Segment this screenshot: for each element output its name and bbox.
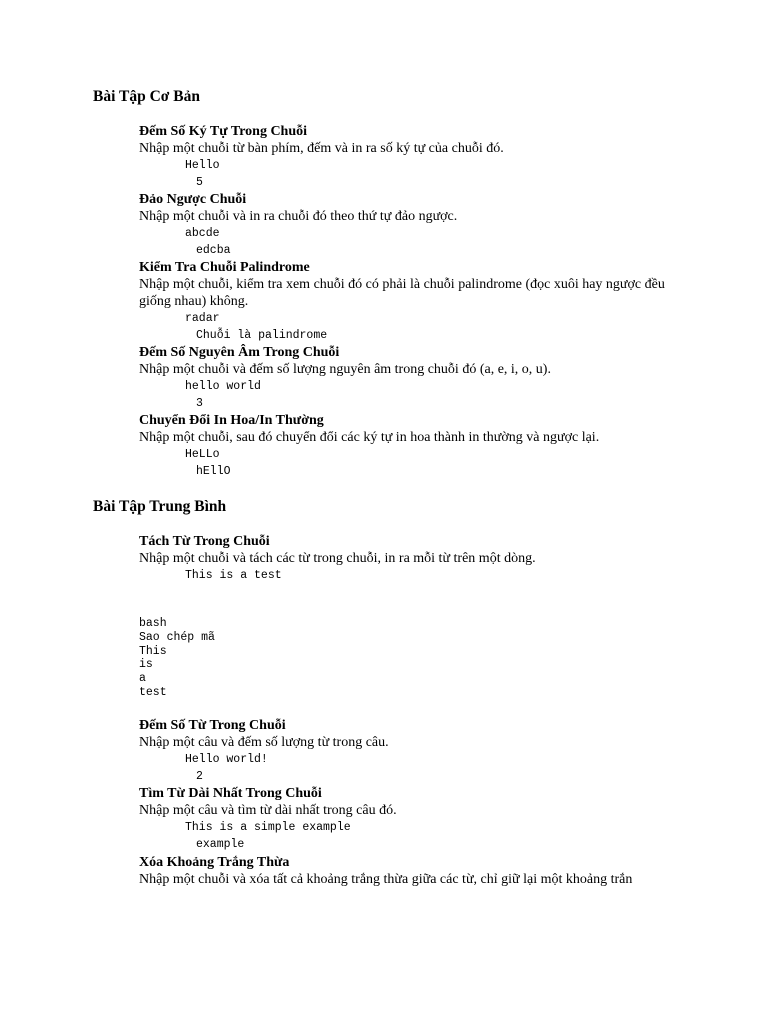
exercise-item [139, 718, 679, 785]
section-title: Bài Tập Trung Bình [93, 498, 227, 515]
example-output: example [196, 838, 245, 851]
example-output: Chuỗi là palindrome [196, 329, 328, 342]
exercise-description: Nhập một câu và tìm từ dài nhất trong câu đó. [139, 803, 397, 818]
exercise-description: Nhập một chuỗi và đếm số lượng nguyên âm trong chuỗi đó (a, e, i, o, u). [139, 362, 551, 377]
exercise-title: Kiểm Tra Chuỗi Palindrome [139, 260, 310, 275]
example-output: 3 [196, 397, 203, 410]
exercise-description: Nhập một câu và đếm số lượng từ trong câu. [139, 735, 389, 750]
exercise-item [139, 855, 679, 888]
exercise-item [139, 192, 679, 259]
example-input: Hello [185, 159, 220, 172]
code-line: is [139, 658, 153, 672]
example-input: Hello world! [185, 753, 268, 766]
code-line: This [139, 644, 167, 658]
exercise-description: Nhập một chuỗi từ bàn phím, đếm và in ra số ký tự của chuỗi đó. [139, 141, 504, 156]
example-output: edcba [196, 244, 231, 257]
code-line: test [139, 685, 167, 699]
exercise-title: Xóa Khoảng Trắng Thừa [139, 855, 290, 870]
code-line: a [139, 672, 146, 686]
example-input: HeLLo [185, 448, 220, 461]
exercise-title: Tìm Từ Dài Nhất Trong Chuỗi [139, 786, 322, 801]
exercise-title: Đếm Số Ký Tự Trong Chuỗi [139, 124, 308, 139]
section-title: Bài Tập Cơ Bản [93, 88, 200, 105]
example-input: abcde [185, 227, 220, 240]
exercise-title: Đảo Ngược Chuỗi [139, 192, 247, 207]
exercise-title: Chuyển Đổi In Hoa/In Thường [139, 413, 324, 428]
exercise-description: Nhập một chuỗi và in ra chuỗi đó theo thứ tự đảo ngược. [139, 209, 458, 224]
exercise-title: Đếm Số Từ Trong Chuỗi [139, 718, 286, 733]
example-output: 5 [196, 176, 203, 189]
example-input: This is a test [185, 569, 282, 582]
example-input: hello world [185, 380, 261, 393]
example-input: radar [185, 312, 220, 325]
example-output: 2 [196, 770, 203, 783]
exercise-title: Tách Từ Trong Chuỗi [139, 534, 270, 549]
exercise-item [139, 413, 679, 480]
exercise-description: Nhập một chuỗi, kiểm tra xem chuỗi đó có phải là chuỗi palindrome (đọc xuôi hay ngược đều giống nhau) không. [139, 277, 665, 309]
exercise-title: Đếm Số Nguyên Âm Trong Chuỗi [139, 345, 340, 360]
code-language-label: bash [139, 617, 167, 630]
example-input: This is a simple example [185, 821, 351, 834]
exercise-item [139, 786, 679, 853]
copy-code-button[interactable]: Sao chép mã [139, 630, 215, 644]
example-output: hEllO [196, 465, 231, 478]
code-block [139, 617, 215, 700]
exercise-description: Nhập một chuỗi và tách các từ trong chuỗi, in ra mỗi từ trên một dòng. [139, 551, 536, 566]
exercise-description: Nhập một chuỗi và xóa tất cả khoảng trắng thừa giữa các từ, chỉ giữ lại một khoảng trắn [139, 872, 633, 887]
exercise-item [139, 345, 679, 412]
exercise-item [139, 124, 679, 191]
exercise-description: Nhập một chuỗi, sau đó chuyển đổi các ký tự in hoa thành in thường và ngược lại. [139, 430, 600, 445]
exercise-item [139, 260, 679, 344]
exercise-item [139, 534, 679, 584]
